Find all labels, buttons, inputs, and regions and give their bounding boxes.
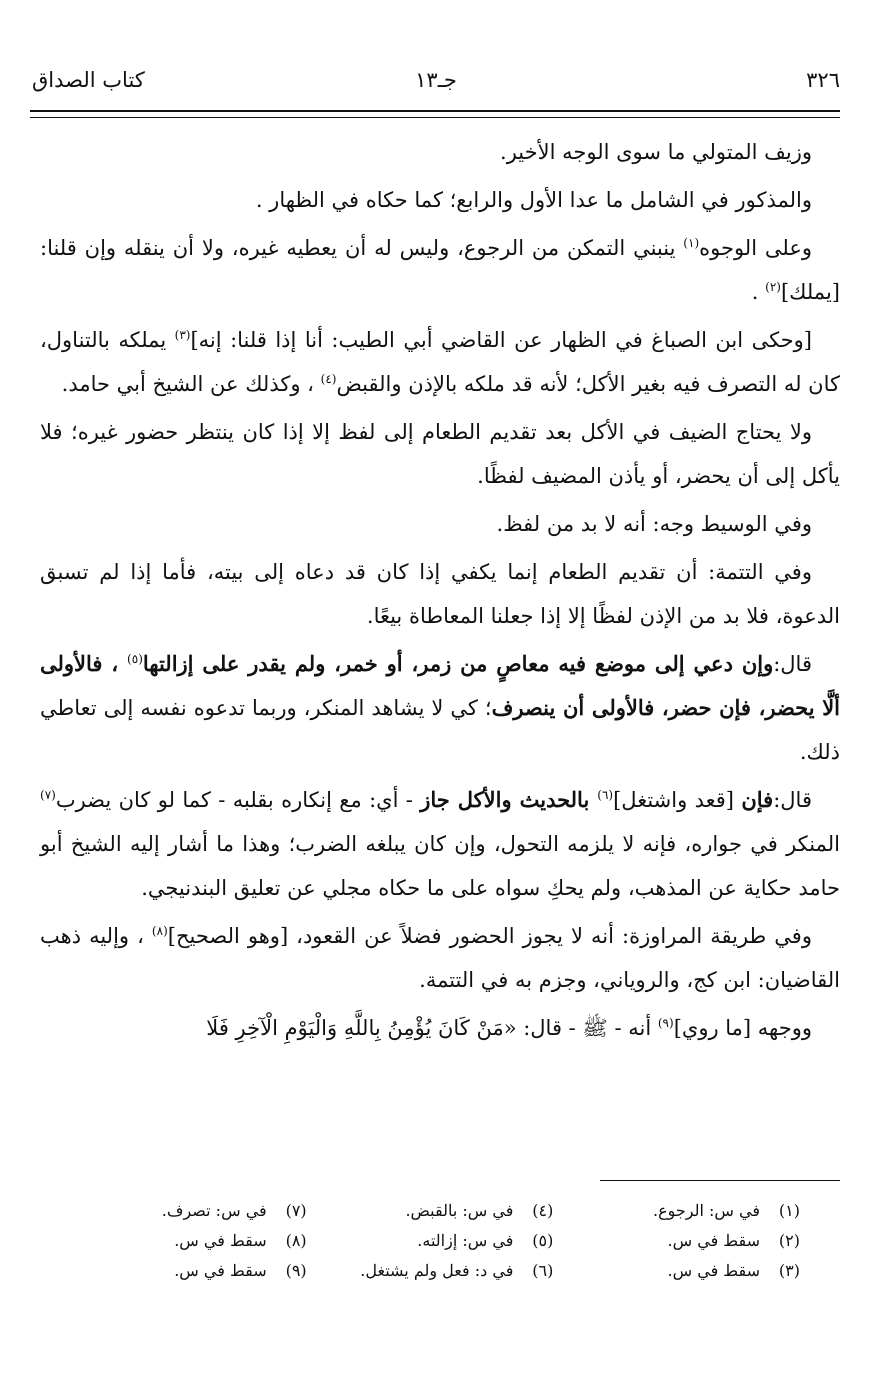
footnote-marker: (٢)	[765, 280, 781, 294]
footnote-number: (٣)	[778, 1261, 800, 1280]
footnote-marker: (٨)	[151, 924, 168, 938]
footnote-text: في د: فعل ولم يشتغل.	[360, 1261, 514, 1280]
footnote-marker: (٩)	[657, 1016, 674, 1030]
paragraph	[40, 178, 840, 222]
footnote-number: (٢)	[778, 1231, 800, 1250]
footnote-text: في س: بالقبض.	[405, 1201, 514, 1220]
header-rule-thin	[30, 117, 840, 118]
footnote-text: سقط في س.	[667, 1231, 760, 1250]
footnote-marker: (٥)	[127, 652, 143, 666]
footnote-number: (١)	[778, 1201, 800, 1220]
paragraph	[40, 778, 840, 910]
footnote-text: سقط في س.	[174, 1231, 267, 1250]
paragraph	[40, 130, 840, 174]
text-segment: وفي التتمة: أن تقديم الطعام إنما يكفي إذا كان قد دعاه إلى بيته، فأما إذا لم تسبق الدعوة، فلا بد من الإذن لفظًا إلا إذا جعلنا المعاطاة بيعًا.	[40, 560, 840, 628]
text-segment: ، فالأولى ألَّا يحضر، فإن حضر، فالأولى أن ينصرف	[40, 651, 841, 720]
footnote-number: (٩)	[285, 1261, 307, 1280]
text-segment: وفي الوسيط وجه: أنه لا بد من لفظ.	[496, 512, 812, 536]
text-segment: [قعد واشتغل]	[613, 788, 742, 812]
text-segment: [وحكى ابن الصباغ في الظهار عن القاضي أبي الطيب: أنا إذا قلنا: إنه]	[190, 328, 812, 352]
footnote-marker: (٤)	[320, 372, 337, 386]
text-segment: ولا يحتاج الضيف في الأكل بعد تقديم الطعام إلى لفظ إلا إذا كان ينتظر حضور غيره؛ فلا يأكل إلى أن يحضر، أو يأذن المضيف لفظًا.	[40, 420, 840, 488]
footnote-text: في س: تصرف.	[161, 1201, 267, 1220]
text-segment: قال:	[773, 652, 812, 676]
footnote-marker: (٦)	[597, 788, 614, 802]
paragraph	[40, 502, 840, 546]
footnote-number: (٧)	[285, 1201, 307, 1220]
text-segment: ، وإليه ذهب القاضيان: ابن كج، والروياني، وجزم به في التتمة.	[40, 924, 840, 992]
running-header	[32, 68, 840, 104]
footnote	[100, 1256, 307, 1286]
text-segment: ؛ كي لا يشاهد المنكر، وربما تدعوه نفسه إلى تعاطي ذلك.	[40, 696, 840, 764]
body-text	[40, 130, 840, 1054]
footnote-text: سقط في س.	[667, 1261, 760, 1280]
text-segment: المنكر في جواره، فإنه لا يلزمه التحول، وإن كان يبلغه الضرب؛ وهذا ما أشار إليه الشيخ أبو حامد حكاية عن المذهب، ولم يحكِ سواه على ما حكاه مجلي عن تعليق البندنيجي.	[40, 832, 840, 900]
footnote	[347, 1196, 554, 1226]
book-title: كتاب الصداق	[32, 68, 145, 92]
footnote-marker: (١)	[683, 236, 700, 250]
header-rule-thick	[30, 110, 840, 112]
paragraph	[40, 1006, 840, 1050]
text-segment: وفي طريقة المراوزة: أنه لا يجوز الحضور فضلاً عن القعود، [وهو الصحيح]	[167, 924, 812, 948]
text-segment: أنه - ﷺ - قال: «مَنْ كَانَ يُؤْمِنُ بِاللَّهِ وَالْيَوْمِ الْآخِرِ فَلَا	[206, 1016, 658, 1040]
footnote	[100, 1196, 307, 1226]
text-segment: بالحديث والأكل جاز	[420, 787, 598, 812]
text-segment: وزيف المتولي ما سوى الوجه الأخير.	[500, 140, 812, 164]
text-segment: يملكه بالتناول، كان له التصرف فيه بغير الأكل؛ لأنه قد ملكه بالإذن والقبض	[40, 328, 840, 396]
footnote-text: في س: الرجوع.	[652, 1201, 760, 1220]
footnote	[593, 1256, 800, 1286]
paragraph	[40, 642, 840, 774]
paragraph	[40, 914, 840, 1002]
footnote-marker: (٣)	[174, 328, 191, 342]
footnote-number: (٤)	[532, 1201, 554, 1220]
text-segment: .	[751, 280, 766, 304]
footnote	[347, 1226, 554, 1256]
text-segment: فإن	[741, 787, 774, 812]
text-segment: وعلى الوجوه	[699, 236, 813, 260]
text-segment: ووجهه [ما روي]	[673, 1016, 812, 1040]
footnote-marker: (٧)	[40, 788, 56, 802]
footnote-text: سقط في س.	[174, 1261, 267, 1280]
paragraph	[40, 226, 840, 314]
volume-label: جـ١٣	[415, 68, 457, 92]
footnote	[347, 1256, 554, 1286]
footnote	[593, 1226, 800, 1256]
footnotes	[100, 1196, 800, 1286]
footnote-text: في س: إزالته.	[417, 1231, 514, 1250]
text-segment: قال:	[773, 788, 812, 812]
footnote	[593, 1196, 800, 1226]
page-number: ٣٢٦	[806, 68, 840, 92]
footnote-number: (٨)	[285, 1231, 307, 1250]
paragraph	[40, 410, 840, 498]
text-segment: - أي: مع إنكاره بقلبه - كما لو كان يضرب	[55, 788, 421, 812]
footnote-number: (٥)	[532, 1231, 554, 1250]
paragraph	[40, 550, 840, 638]
text-segment: والمذكور في الشامل ما عدا الأول والرابع؛ كما حكاه في الظهار .	[255, 188, 812, 212]
text-segment: ينبني التمكن من الرجوع، وليس له أن يعطيه غيره، ولا أن ينقله وإن قلنا: [يملك]	[40, 236, 840, 304]
footnote-number: (٦)	[532, 1261, 554, 1280]
footnote-separator	[600, 1180, 840, 1181]
text-segment: وإن دعي إلى موضع فيه معاصٍ من زمر، أو خمر، ولم يقدر على إزالتها	[142, 651, 774, 676]
paragraph	[40, 318, 840, 406]
footnote	[100, 1226, 307, 1256]
text-segment: ، وكذلك عن الشيخ أبي حامد.	[61, 372, 321, 396]
